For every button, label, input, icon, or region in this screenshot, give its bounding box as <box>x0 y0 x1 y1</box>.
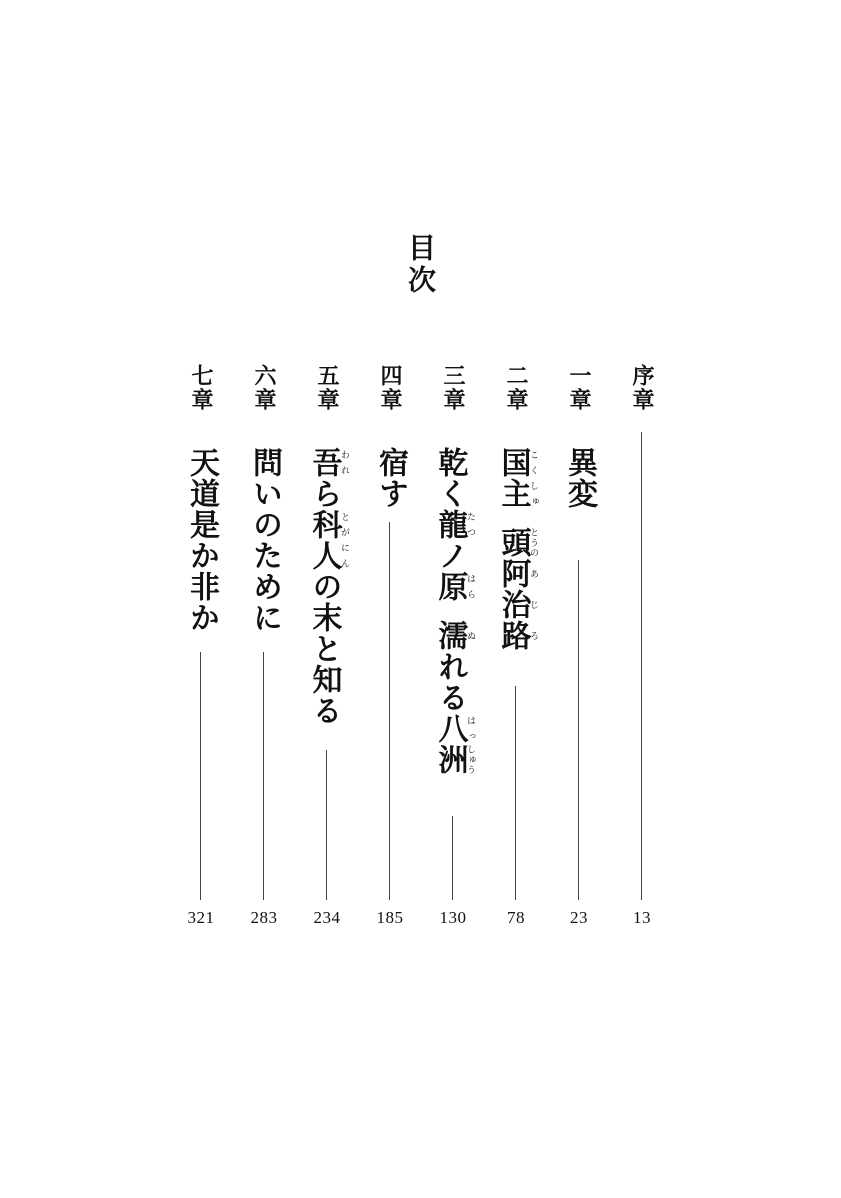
furigana: たつ <box>465 509 475 540</box>
title-text: れる <box>432 651 468 713</box>
furigana: ろ <box>528 620 538 651</box>
ruby-kanji: 吾われ <box>306 447 349 478</box>
ruby-kanji: 人にん <box>306 540 349 571</box>
chapter-number: 一章 <box>566 364 592 412</box>
title-text: 乾く <box>432 447 468 509</box>
ruby-kanji: 八はっ <box>432 713 475 744</box>
page-number: 78 <box>507 908 525 927</box>
page-number: 185 <box>376 908 404 927</box>
furigana: あ <box>528 558 538 589</box>
ruby-kanji: 路ろ <box>495 620 538 651</box>
title-text: 異変 <box>562 447 597 509</box>
toc-entry[interactable] <box>368 364 412 934</box>
leader-line <box>326 750 327 900</box>
ruby-kanji: 濡ぬ <box>432 620 475 651</box>
ruby-kanji: 原はら <box>432 571 475 602</box>
title-text: 宿す <box>373 447 408 509</box>
toc-entry[interactable] <box>431 364 475 934</box>
chapter-number: 五章 <box>314 364 340 412</box>
chapter-title <box>557 447 601 509</box>
ruby-kanji: 科とが <box>306 509 349 540</box>
page-number: 130 <box>439 908 467 927</box>
chapter-title <box>494 447 538 651</box>
chapter-title <box>179 447 223 633</box>
chapter-title <box>368 447 412 509</box>
chapter-number: 七章 <box>188 364 214 412</box>
title-text: ら <box>306 478 342 509</box>
furigana: とが <box>339 509 349 540</box>
leader-line <box>389 522 390 900</box>
furigana: とうの <box>528 527 538 558</box>
chapter-title <box>431 447 475 775</box>
leader-line <box>515 686 516 900</box>
furigana: はっ <box>465 713 475 744</box>
chapter-title <box>242 447 286 633</box>
furigana: しゅう <box>465 744 475 775</box>
ruby-kanji: 阿あ <box>495 558 538 589</box>
title-text: 天道是か非か <box>184 447 219 633</box>
ruby-kanji: 頭とうの <box>495 527 538 558</box>
leader-line <box>452 816 453 900</box>
page-number: 321 <box>187 908 215 927</box>
ruby-kanji: 龍たつ <box>432 509 475 540</box>
toc-entry[interactable] <box>557 364 601 934</box>
furigana: ぬ <box>465 620 475 651</box>
furigana: しゅ <box>528 478 538 509</box>
title-text: 問いのために <box>247 447 282 633</box>
leader-line <box>263 652 264 900</box>
leader-line <box>578 560 579 900</box>
toc-entry[interactable] <box>305 364 349 934</box>
leader-line <box>641 432 642 900</box>
ruby-kanji: 洲しゅう <box>432 744 475 775</box>
leader-line <box>200 652 201 900</box>
chapter-number: 三章 <box>440 364 466 412</box>
chapter-number: 二章 <box>503 364 529 412</box>
page-number: 234 <box>313 908 341 927</box>
toc-entry[interactable] <box>179 364 223 934</box>
toc-entry[interactable] <box>494 364 538 934</box>
title-text: の末と知る <box>306 571 342 726</box>
toc-title: 目次 <box>404 233 437 297</box>
chapter-number: 序章 <box>629 364 655 412</box>
page-number: 23 <box>570 908 588 927</box>
ruby-kanji: 主しゅ <box>495 478 538 509</box>
ruby-kanji: 国こく <box>495 447 538 478</box>
chapter-title <box>305 447 349 726</box>
title-text: ノ <box>432 540 468 571</box>
page-number: 283 <box>250 908 278 927</box>
page-number: 13 <box>633 908 651 927</box>
furigana: にん <box>339 540 349 571</box>
toc-entry[interactable] <box>242 364 286 934</box>
furigana: はら <box>465 571 475 602</box>
ruby-kanji: 治じ <box>495 589 538 620</box>
furigana: じ <box>528 589 538 620</box>
toc-entry[interactable] <box>620 364 664 934</box>
chapter-number: 六章 <box>251 364 277 412</box>
chapter-number: 四章 <box>377 364 403 412</box>
furigana: こく <box>528 447 538 478</box>
furigana: われ <box>339 447 349 478</box>
